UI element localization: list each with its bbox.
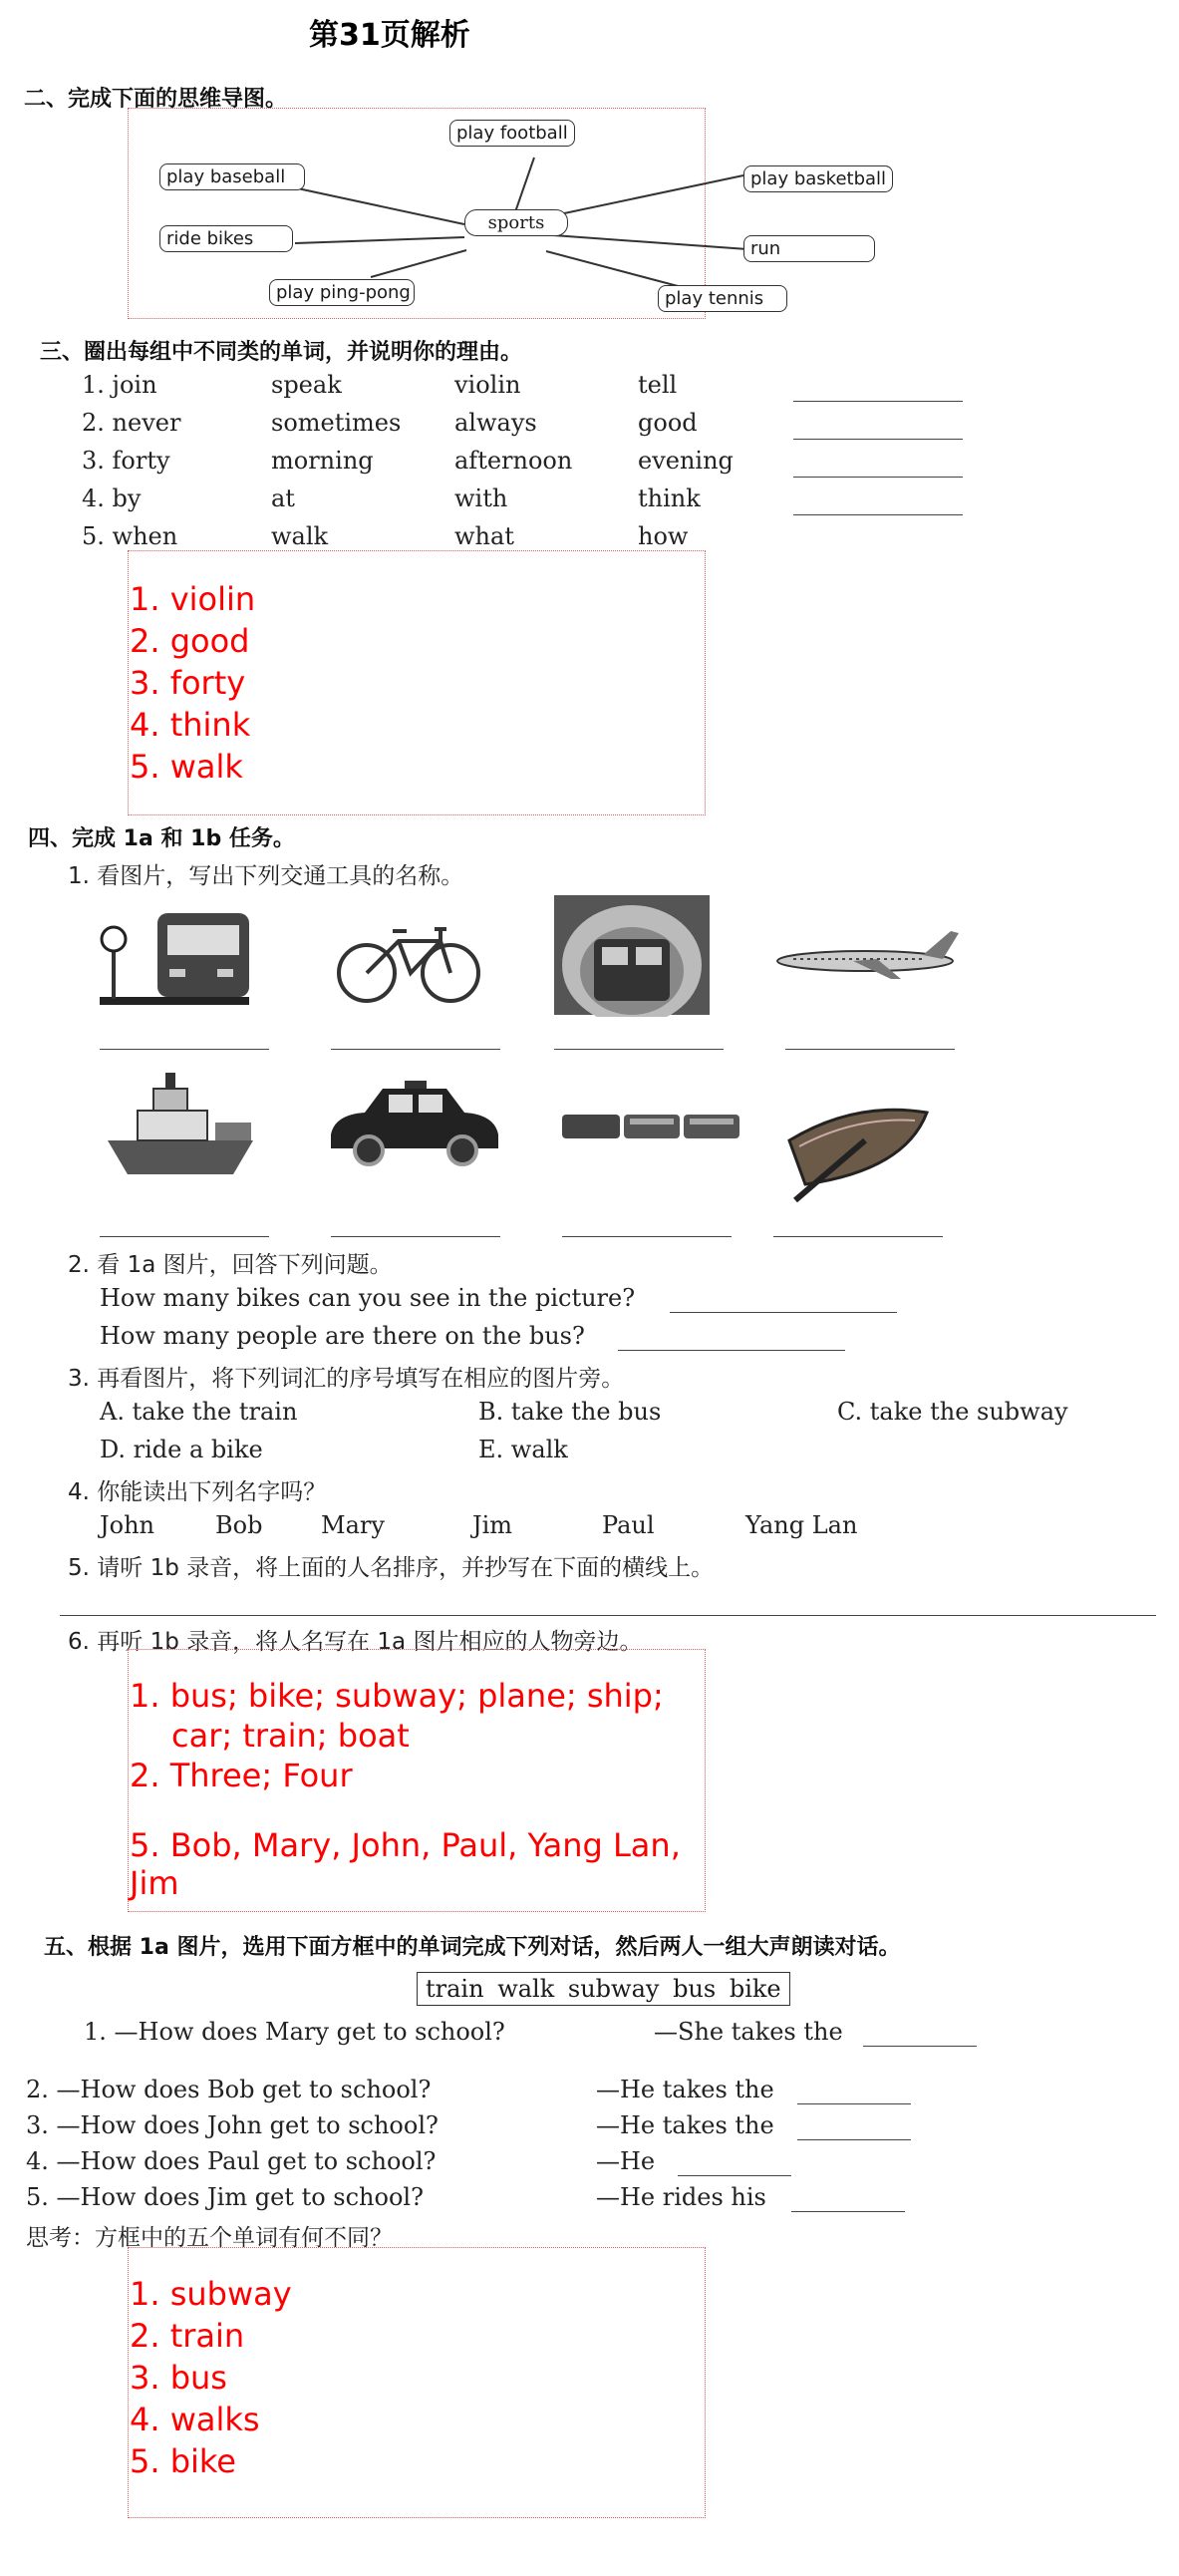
- word-cell: walk: [271, 522, 329, 550]
- answer-line[interactable]: [797, 2103, 911, 2104]
- answer-line[interactable]: [791, 2211, 905, 2212]
- plane-picture: [773, 927, 973, 987]
- answer-line[interactable]: [100, 1236, 269, 1237]
- answer-line-text: car; train; boat: [171, 1717, 410, 1755]
- option-text: E. walk: [478, 1436, 568, 1463]
- answer-line-text: Jim: [130, 1864, 179, 1902]
- section3-heading: 三、圈出每组中不同类的单词，并说明你的理由。: [40, 340, 523, 365]
- mindmap-node: play tennis: [658, 285, 787, 312]
- answer-line-text: 4. walks: [130, 2401, 260, 2438]
- word-cell: 2. never: [82, 409, 181, 437]
- word-cell: tell: [638, 371, 678, 399]
- question-4-6: 6. 再听 1b 录音，将人名写在 1a 图片相应的人物旁边。: [68, 1629, 643, 1655]
- section5-heading: 五、根据 1a 图片，选用下面方框中的单词完成下列对话，然后两人一组大声朗读对话。: [44, 1935, 901, 1960]
- answer-line[interactable]: [785, 1049, 955, 1050]
- subway-picture: [554, 895, 714, 1017]
- bicycle-picture: [335, 919, 484, 1009]
- word-cell: morning: [271, 447, 374, 475]
- word-cell: always: [454, 409, 537, 437]
- dialog-question: 2. —How does Bob get to school?: [26, 2076, 432, 2103]
- word-cell: good: [638, 409, 698, 437]
- option-text: D. ride a bike: [100, 1436, 263, 1463]
- word-cell: think: [638, 484, 701, 512]
- dialog-question: 3. —How does John get to school?: [26, 2111, 439, 2139]
- answer-line-text: 1. subway: [130, 2275, 292, 2313]
- question-4-1: 1. 看图片，写出下列交通工具的名称。: [68, 863, 464, 889]
- answer-line-text: 4. think: [130, 706, 251, 744]
- mindmap-node: play basketball: [743, 165, 893, 192]
- answer-line[interactable]: [618, 1350, 845, 1351]
- answer-line-text: 3. forty: [130, 664, 246, 702]
- name-text: Jim: [472, 1511, 513, 1539]
- answer-line[interactable]: [793, 401, 963, 402]
- section2-heading: 二、完成下面的思维导图。: [24, 87, 288, 112]
- dialog-answer: —He takes the: [596, 2111, 774, 2139]
- dialog-question: 5. —How does Jim get to school?: [26, 2183, 424, 2211]
- word-cell: evening: [638, 447, 734, 475]
- name-text: Paul: [602, 1511, 655, 1539]
- dialog-answer: —He: [596, 2147, 656, 2175]
- answer-line-text: 5. bike: [130, 2442, 236, 2480]
- word-cell: what: [454, 522, 514, 550]
- word-cell: at: [271, 484, 295, 512]
- answer-line[interactable]: [554, 1049, 724, 1050]
- word-cell: sometimes: [271, 409, 402, 437]
- answer-line-text: 2. good: [130, 622, 250, 660]
- answer-line[interactable]: [562, 1236, 732, 1237]
- boat-picture: [785, 1101, 935, 1210]
- word-cell: speak: [271, 371, 342, 399]
- name-text: John: [100, 1511, 154, 1539]
- question-4-3: 3. 再看图片，将下列词汇的序号填写在相应的图片旁。: [68, 1366, 625, 1392]
- mindmap-node: play football: [449, 120, 575, 147]
- mindmap-center: sports: [464, 209, 568, 236]
- answer-line-text: 3. bus: [130, 2359, 227, 2397]
- think-question: 思考：方框中的五个单词有何不同？: [26, 2225, 393, 2251]
- word-cell: 3. forty: [82, 447, 170, 475]
- mindmap-node: play ping-pong: [269, 279, 415, 306]
- section4-heading: 四、完成 1a 和 1b 任务。: [28, 826, 295, 851]
- name-text: Mary: [321, 1511, 385, 1539]
- answer-line-text: 1. violin: [130, 580, 256, 618]
- option-text: A. take the train: [100, 1398, 298, 1426]
- answer-line[interactable]: [100, 1049, 269, 1050]
- question-4-2a: How many bikes can you see in the picture?: [100, 1284, 636, 1312]
- answer-line-text: 5. walk: [130, 748, 243, 786]
- answer-line[interactable]: [670, 1312, 897, 1313]
- dialog-answer: —She takes the: [654, 2018, 843, 2046]
- question-4-2: 2. 看 1a 图片，回答下列问题。: [68, 1252, 393, 1278]
- option-text: B. take the bus: [478, 1398, 662, 1426]
- answer-line[interactable]: [331, 1049, 500, 1050]
- train-picture: [560, 1107, 749, 1146]
- answer-line-text: 1. bus; bike; subway; plane; ship;: [130, 1677, 664, 1715]
- word-box: train walk subway bus bike: [417, 1972, 790, 2006]
- word-cell: 1. join: [82, 371, 157, 399]
- answer-line-text: 2. train: [130, 2317, 245, 2355]
- page-title: 第31页解析: [309, 18, 470, 53]
- mindmap-node: ride bikes: [159, 225, 293, 252]
- name-text: Yang Lan: [745, 1511, 858, 1539]
- answer-line[interactable]: [773, 1236, 943, 1237]
- dialog-question: 4. —How does Paul get to school?: [26, 2147, 437, 2175]
- word-cell: afternoon: [454, 447, 573, 475]
- answer-line[interactable]: [793, 439, 963, 440]
- name-text: Bob: [215, 1511, 263, 1539]
- mindmap-node: play baseball: [159, 163, 305, 190]
- word-cell: violin: [454, 371, 521, 399]
- word-cell: with: [454, 484, 508, 512]
- answer-line-text: 2. Three; Four: [130, 1757, 353, 1794]
- word-cell: how: [638, 522, 689, 550]
- car-picture: [325, 1079, 504, 1168]
- dialog-answer: —He rides his: [596, 2183, 766, 2211]
- dialog-answer: —He takes the: [596, 2076, 774, 2103]
- answer-line[interactable]: [678, 2175, 791, 2176]
- word-cell: 4. by: [82, 484, 142, 512]
- ship-picture: [104, 1071, 263, 1180]
- option-text: C. take the subway: [837, 1398, 1068, 1426]
- question-4-2b: How many people are there on the bus?: [100, 1322, 585, 1350]
- answer-line-text: 5. Bob, Mary, John, Paul, Yang Lan,: [130, 1826, 681, 1864]
- answer-line[interactable]: [793, 514, 963, 515]
- answer-line[interactable]: [793, 477, 963, 478]
- answer-line[interactable]: [331, 1236, 500, 1237]
- answer-line[interactable]: [863, 2046, 977, 2047]
- question-4-4: 4. 你能读出下列名字吗？: [68, 1479, 327, 1505]
- word-cell: 5. when: [82, 522, 178, 550]
- mindmap-node: run: [743, 235, 875, 262]
- answer-line[interactable]: [797, 2139, 911, 2140]
- question-4-5: 5. 请听 1b 录音，将上面的人名排序，并抄写在下面的横线上。: [68, 1555, 715, 1581]
- dialog-question: 1. —How does Mary get to school?: [84, 2018, 505, 2046]
- answer-line[interactable]: [60, 1615, 1156, 1616]
- bus-stop-picture: [98, 909, 257, 1009]
